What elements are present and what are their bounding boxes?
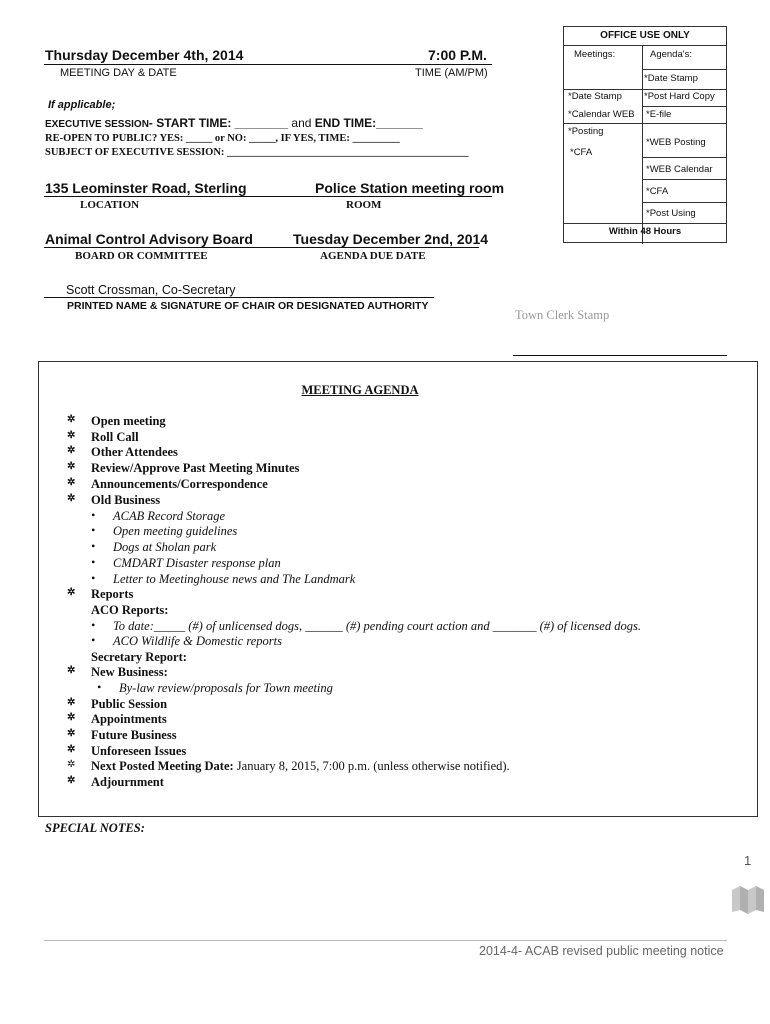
location-rule <box>44 196 492 197</box>
if-applicable-note: If applicable; <box>48 99 116 111</box>
agenda-item-new-business: ✲ New Business: <box>67 665 168 679</box>
agenda-due-date-value: Tuesday December 2nd, 2014 <box>293 231 489 247</box>
agenda-check-efile: *E-file <box>646 109 672 120</box>
page-number: 1 <box>744 853 752 868</box>
subject-of-session-line: SUBJECT OF EXECUTIVE SESSION: ______________________________________________ <box>45 147 469 158</box>
next-meeting-label: Next Posted Meeting Date: <box>91 759 234 773</box>
agenda-item-next-meeting: ✲ Next Posted Meeting Date: January 8, 2015, 7:00 p.m. (unless otherwise notified). <box>67 759 510 773</box>
page-curl-icon <box>730 884 766 914</box>
new-business-item: • By-law review/proposals for Town meeting <box>97 680 333 695</box>
aco-report-item: • To date:_____ (#) of unlicensed dogs, ______ (#) pending court action and _______ (#) of licensed dogs. <box>91 618 641 633</box>
secretary-report-heading: Secretary Report: <box>91 650 187 664</box>
office-use-box <box>563 26 727 243</box>
agenda-item: ✲ Future Business <box>67 728 177 742</box>
agenda-item-adjournment: ✲ Adjournment <box>67 775 164 789</box>
footer-document-title: 2014-4- ACAB revised public meeting notice <box>479 944 724 958</box>
meeting-check-calendar-web: *Calendar WEB <box>568 109 635 120</box>
executive-session-label: EXECUTIVE SESSION <box>45 119 149 130</box>
meeting-check-date-stamp: *Date Stamp <box>568 91 622 102</box>
next-meeting-value: January 8, 2015, 7:00 p.m. (unless otherwise notified). <box>233 759 510 773</box>
agenda-check-date-stamp: *Date Stamp <box>644 73 698 84</box>
room-label: ROOM <box>346 199 382 211</box>
agenda-item: ✲ Review/Approve Past Meeting Minutes <box>67 461 300 475</box>
footer-rule <box>44 940 727 941</box>
agenda-check-cfa: *CFA <box>646 186 669 197</box>
board-label: BOARD OR COMMITTEE <box>75 250 208 262</box>
meeting-time-value: 7:00 P.M. <box>428 47 487 63</box>
old-business-item: • Open meeting guidelines <box>91 523 238 538</box>
old-business-item: • ACAB Record Storage <box>91 508 226 523</box>
agenda-item: ✲ Public Session <box>67 697 168 711</box>
board-value: Animal Control Advisory Board <box>45 231 253 247</box>
signer-label: PRINTED NAME & SIGNATURE OF CHAIR OR DESIGNATED AUTHORITY <box>67 300 429 312</box>
agenda-item: ✲ Unforeseen Issues <box>67 744 187 758</box>
clerk-stamp-rule <box>513 355 727 356</box>
agenda-check-post-using: *Post Using <box>646 208 696 219</box>
agenda-due-date-label: AGENDA DUE DATE <box>320 250 426 262</box>
meeting-check-posting: *Posting <box>568 126 604 137</box>
executive-and: and <box>288 116 315 130</box>
special-notes-label: SPECIAL NOTES: <box>45 821 145 835</box>
executive-start-time: - START TIME: ________ <box>148 116 289 130</box>
agenda-item: ✲ Open meeting <box>67 414 166 428</box>
executive-session-line <box>45 116 423 130</box>
signer-name: Scott Crossman, Co-Secretary <box>66 283 236 297</box>
town-clerk-stamp-label: Town Clerk Stamp <box>515 308 610 322</box>
office-divider <box>642 45 643 244</box>
meeting-time-label: TIME (AM/PM) <box>415 67 488 79</box>
signer-rule <box>44 297 434 298</box>
agenda-item: ✲ Roll Call <box>67 430 139 444</box>
agenda-item: ✲ Other Attendees <box>67 445 178 459</box>
agenda-check-web-calendar: *WEB Calendar <box>646 164 713 175</box>
room-value: Police Station meeting room <box>315 180 505 196</box>
reopen-to-public-line: RE-OPEN TO PUBLIC? YES: _____ or NO: _____, IF YES, TIME: _________ <box>45 133 400 144</box>
meetings-header: Meetings: <box>574 49 616 60</box>
location-value: 135 Leominster Road, Sterling <box>45 180 247 196</box>
agenda-check-web-posting: *WEB Posting <box>646 137 706 148</box>
meeting-check-cfa: *CFA <box>570 147 593 158</box>
old-business-item: • CMDART Disaster response plan <box>91 555 281 570</box>
meeting-day-rule <box>44 64 492 65</box>
agenda-item-reports: ✲ Reports <box>67 587 134 601</box>
office-use-footer: Within 48 Hours <box>608 226 682 237</box>
agenda-item: ✲ Appointments <box>67 712 167 726</box>
meeting-day-label: MEETING DAY & DATE <box>60 67 177 79</box>
agenda-item: ✲ Old Business <box>67 493 161 507</box>
location-label: LOCATION <box>80 199 140 211</box>
meeting-day-value: Thursday December 4th, 2014 <box>45 47 244 63</box>
aco-reports-heading: ACO Reports: <box>91 603 169 617</box>
old-business-item: • Letter to Meetinghouse news and The Landmark <box>91 571 356 586</box>
board-rule <box>44 247 479 248</box>
agenda-item: ✲ Announcements/Correspondence <box>67 477 268 491</box>
agendas-header: Agenda's: <box>650 49 692 60</box>
office-use-title: OFFICE USE ONLY <box>564 27 726 46</box>
aco-report-item: • ACO Wildlife & Domestic reports <box>91 633 282 648</box>
agenda-check-post-hard-copy: *Post Hard Copy <box>644 91 715 102</box>
old-business-item: • Dogs at Sholan park <box>91 539 217 554</box>
executive-end-time: END TIME:_______ <box>314 116 423 130</box>
meeting-agenda-title: MEETING AGENDA <box>301 383 419 397</box>
